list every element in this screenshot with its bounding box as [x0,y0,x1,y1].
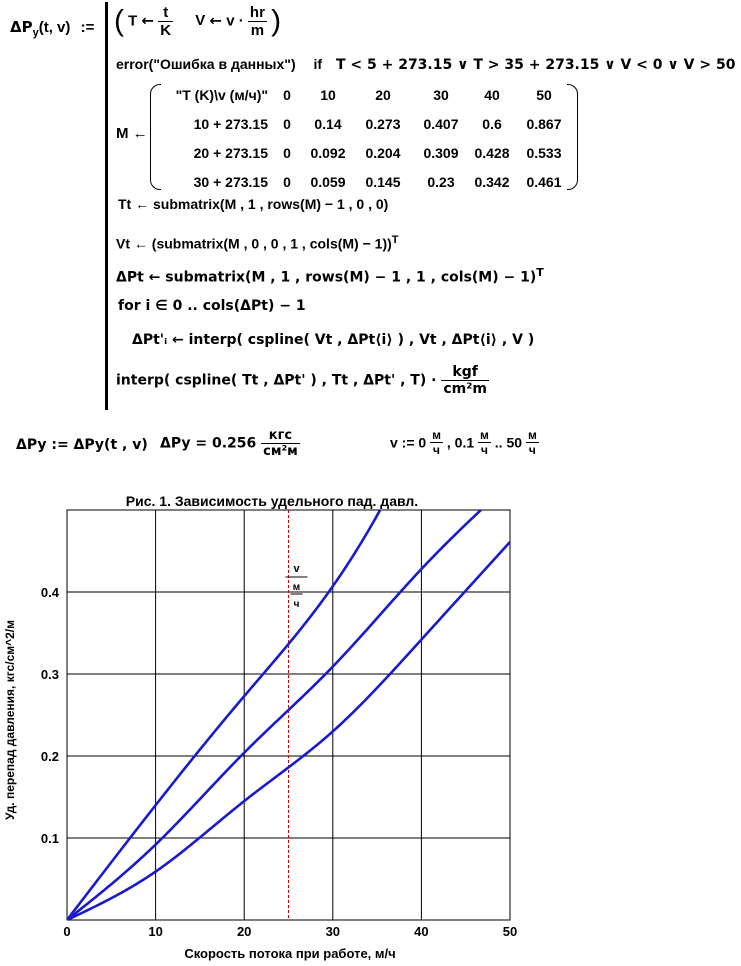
if-keyword: if [313,56,323,72]
program-line-dpt[interactable] [116,266,544,286]
matrix-cell: 0.6 [482,115,502,132]
data-matrix [160,80,570,196]
program-line-interp1[interactable]: ΔPt'ᵢ ← interp( cspline( Vt , ΔPt⟨i⟩ ) , Vt , ΔPt⟨i⟩ , V ) [132,332,535,348]
matrix-cell: 50 [536,86,552,103]
matrix-cell: 0 [283,115,291,132]
fraction-hr-m: $\frac{hr}{m}$ [249,4,265,39]
matrix-cell: 10 + 273.15 [193,115,268,132]
pressure-drop-chart[interactable] [0,480,741,966]
transpose-sup-2: T [536,266,544,279]
program-line-for[interactable]: for i ∈ 0 .. cols(ΔPt) − 1 [118,298,306,314]
fraction-m-h-3: $\frac{м}{ч}$ [527,428,537,457]
matrix-cell: 0.533 [526,144,562,161]
error-call: error("Ошибка в данных") [116,56,296,72]
program-line-error[interactable] [116,56,735,73]
x-tick-label: 40 [414,924,429,939]
y-tick-label: 0.4 [40,585,59,600]
matrix-cell: 10 [320,86,336,103]
fraction-m-h-1: $\frac{м}{ч}$ [432,428,441,457]
func-name-text: ΔP [10,18,33,36]
if-condition: T < 5 + 273.15 ∨ T > 35 + 273.15 ∨ V < 0 ∨ V > 50 [335,57,736,73]
transpose-sup: T [391,234,399,246]
matrix-cell: 0.204 [365,144,401,161]
matrix-cell: 0 [283,173,291,190]
matrix-cell: 0 [283,86,291,103]
range-dots: .. [494,434,503,451]
func-args: (t, v) [38,19,71,36]
marker-label-v: v [293,563,300,575]
var-T: T [128,12,138,30]
fraction-m-h-2: $\frac{м}{ч}$ [480,428,489,457]
x-tick-label: 30 [325,924,341,939]
x-tick-label: 10 [148,924,163,939]
y-axis-label: Уд. перепад давления, кгс/см^2/м [3,619,17,821]
matrix-cell: 0.23 [427,173,455,190]
range-mid: , 0.1 [446,434,475,451]
eval-value: ΔPy = 0.256 [160,435,257,452]
matrix-cell: 20 [375,86,391,103]
matrix-cell: 0.407 [423,115,459,132]
matrix-row [160,138,570,167]
matrix-cell: 30 + 273.15 [193,173,268,190]
function-name [10,18,94,39]
chart-title: Рис. 1. Зависимость удельного пад. давл. [125,493,419,509]
vt-expr: Vt ← (submatrix(M , 0 , 0 , 1 , cols(M) − 1)) [116,235,392,252]
var-v-expr: v · [226,12,244,30]
x-tick-label: 50 [502,924,518,939]
define-operator: := [80,19,95,36]
matrix-cell: "T (K)\v (м/ч)" [175,86,268,103]
fraction-kgs-sm2m: $\frac{\text{кгс}}{\text{см²м}}$ [263,428,298,459]
matrix-row [160,109,570,138]
interp2-expr: interp( cspline( Tt , ΔPt' ) , Tt , ΔPt' , T) · [116,372,437,389]
matrix-cell: 0.092 [310,144,346,161]
fraction-kgf-cm2m: $\frac{\text{kgf}}{\text{cm²m}}$ [443,364,487,397]
program-line-interp2[interactable] [116,364,489,412]
range-end: 50 [506,434,523,451]
matrix-cell: 30 [433,86,449,103]
matrix-var: M ← [116,125,148,142]
y-tick-label: 0.3 [40,667,59,682]
matrix-cell: 40 [484,86,500,103]
assign-dpy[interactable]: ΔPy := ΔPy(t , v) [16,437,148,453]
matrix-cell: 0.867 [526,115,562,132]
matrix-cell: 0.059 [310,173,346,190]
y-tick-label: 0.1 [40,831,59,846]
func-subscript: y [32,27,39,39]
program-line-1[interactable]: ( T ← $\frac{t}{K}$ V ← v · $\frac{hr}{m}$ ) [114,4,282,39]
matrix-cell: 20 + 273.15 [193,144,268,161]
marker-label-m: м [292,582,301,593]
matrix-cell: 0.461 [526,173,562,190]
matrix-cell: 0.428 [474,144,510,161]
matrix-block[interactable] [160,80,570,196]
x-tick-label: 20 [236,924,252,939]
matrix-cell: 0 [283,144,291,161]
matrix-cell: 0.14 [314,115,342,132]
x-tick-label: 0 [63,924,71,939]
y-tick-label: 0.2 [40,749,59,764]
range-v[interactable] [390,428,539,472]
matrix-cell: 0.273 [365,115,401,132]
fraction-t-K: $\frac{t}{K}$ [160,4,172,39]
marker-label-h: ч [293,599,300,610]
matrix-cell: 0.145 [365,173,401,190]
var-V: V [195,12,206,30]
program-bar [105,2,108,410]
matrix-row [160,167,570,196]
x-axis-label: Скорость потока при работе, м/ч [184,946,396,961]
eval-dpy[interactable] [160,428,300,472]
matrix-cell: 0.342 [474,173,510,190]
matrix-row [160,80,570,109]
matrix-cell: 0.309 [423,144,459,161]
range-lhs: v := 0 [390,434,427,451]
program-line-vt[interactable] [116,234,399,252]
dpt-expr: ΔPt ← submatrix(M , 1 , rows(M) − 1 , 1 , cols(M) − 1) [116,269,537,286]
program-line-tt[interactable]: Tt ← submatrix(M , 1 , rows(M) − 1 , 0 , 0) [118,196,389,212]
